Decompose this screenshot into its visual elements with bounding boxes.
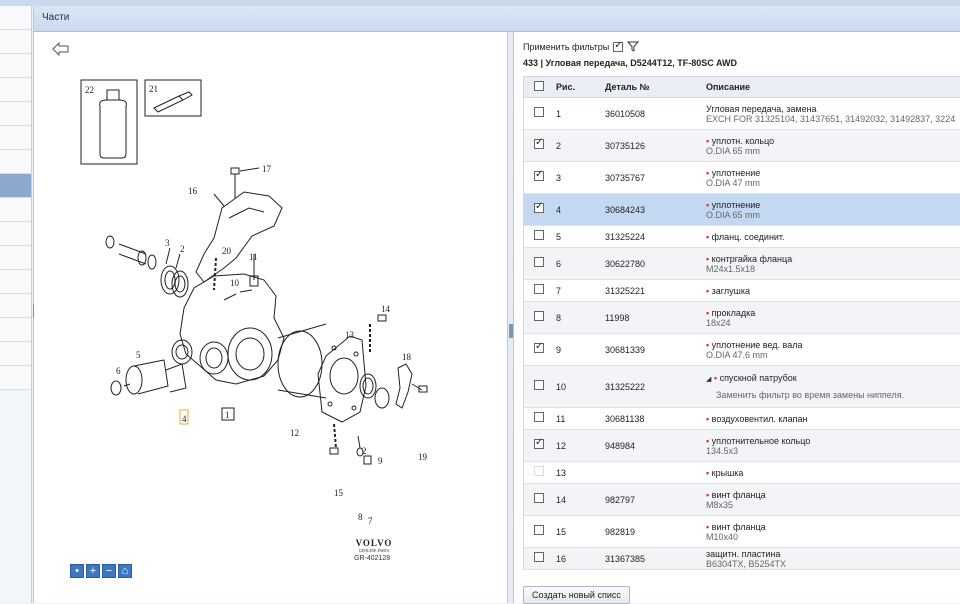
bottle [100, 100, 127, 158]
bullet-icon: • [706, 435, 712, 446]
table-row[interactable] [524, 408, 960, 430]
callout-6: 6 [116, 366, 121, 376]
row-checkbox[interactable] [534, 171, 544, 181]
nav-item[interactable] [0, 54, 31, 78]
row-description [706, 414, 960, 424]
callout-13: 13 [345, 330, 354, 340]
bullet-icon: • [706, 339, 712, 350]
description-subtext: O.DIA 65 mm [706, 209, 761, 220]
row-fig: 9 [556, 344, 562, 355]
description-text: фланц. соединит. [711, 231, 785, 242]
description-subtext: B6304TX, B5254TX [706, 558, 787, 569]
bullet-icon: • [706, 307, 712, 318]
nav-item[interactable] [0, 270, 31, 294]
nav-item[interactable] [0, 366, 31, 390]
description-text: уплотнение [711, 167, 761, 178]
row-part-number: 31367385 [605, 553, 646, 564]
row-checkbox[interactable] [534, 412, 544, 422]
filter-funnel-icon[interactable] [627, 41, 639, 52]
callout-18: 18 [402, 352, 411, 362]
zoom-in-button[interactable]: + [86, 564, 100, 578]
row-checkbox[interactable] [534, 525, 544, 535]
table-row[interactable] [524, 548, 960, 570]
bullet-icon: • [706, 253, 712, 264]
nav-item-active[interactable] [0, 174, 31, 198]
row-fig: 3 [556, 172, 562, 183]
callout-2b: 2 [362, 446, 367, 456]
row-checkbox[interactable] [534, 493, 544, 503]
row-fig: 2 [556, 140, 562, 151]
row-description [706, 436, 960, 456]
exploded-diagram [64, 68, 444, 528]
row-fig: 16 [556, 553, 567, 564]
row-part-number: 948984 [605, 440, 636, 451]
description-text: уплотн. кольцо [711, 135, 775, 146]
description-subtext: M24x1.5x18 [706, 263, 756, 274]
table-row[interactable] [524, 162, 960, 194]
row-description [706, 340, 960, 360]
callout-5: 5 [136, 350, 141, 360]
description-text: уплотнение [711, 199, 761, 210]
bottle-cap [107, 90, 119, 100]
nav-item[interactable] [0, 222, 31, 246]
row-part-number: 31325224 [605, 231, 646, 242]
callout-8: 8 [358, 512, 363, 522]
row-fig: 10 [556, 381, 567, 392]
row-description [706, 136, 960, 156]
row-fig: 5 [556, 231, 562, 242]
callout-21: 21 [149, 84, 158, 94]
figure-number: GR-402128 [354, 555, 391, 562]
splitter-grip[interactable] [509, 324, 513, 338]
nav-item[interactable] [0, 30, 31, 54]
row-checkbox[interactable] [534, 107, 544, 117]
callout-20: 20 [222, 246, 231, 256]
callout-3: 3 [165, 238, 170, 248]
row-fig: 13 [556, 467, 567, 478]
table-row[interactable] [524, 430, 960, 462]
callout-22: 22 [85, 85, 94, 95]
bullet-icon: • [706, 199, 712, 210]
table-row[interactable] [524, 302, 960, 334]
description-text: воздуховентил. клапан [711, 413, 808, 424]
filter-label: Применить фильтры [523, 41, 610, 52]
row-part-number: 30684243 [605, 204, 646, 215]
table-header [524, 76, 960, 98]
assembly-title: 433 | Угловая передача, D5244T12, TF-80SC AWD [523, 58, 737, 68]
window-title: Части [34, 6, 960, 32]
table-row[interactable] [524, 484, 960, 516]
description-text: уплотнительное кольцо [711, 435, 811, 446]
callout-16: 16 [188, 186, 197, 196]
row-description [706, 232, 960, 242]
nav-item[interactable] [0, 198, 31, 222]
row-checkbox[interactable] [534, 552, 544, 562]
row-fig: 8 [556, 312, 562, 323]
description-text: прокладка [711, 307, 756, 318]
row-checkbox[interactable] [534, 380, 544, 390]
description-text: крышка [711, 467, 744, 478]
row-fig: 12 [556, 440, 567, 451]
description-subtext: O.DIA 47 mm [706, 177, 761, 188]
filter-checkbox[interactable] [613, 42, 623, 52]
bullet-icon: • [706, 135, 712, 146]
callout-17: 17 [262, 164, 271, 174]
row-description [706, 168, 960, 188]
header-fig[interactable]: Рис. [556, 82, 576, 92]
row-checkbox[interactable] [534, 139, 544, 149]
callout-7: 7 [368, 516, 373, 526]
row-fig: 1 [556, 108, 562, 119]
zoom-out-button[interactable]: − [102, 564, 116, 578]
row-part-number: 30735767 [605, 172, 646, 183]
description-text: контргайка фланца [711, 253, 793, 264]
bullet-icon: • [706, 521, 712, 532]
description-text: спускной патрубок [719, 373, 797, 383]
callout-19: 19 [418, 452, 427, 462]
zoom-toolbar [70, 564, 132, 580]
callout-4: 4 [182, 414, 187, 424]
description-subtext: O.DIA 47.6 mm [706, 349, 768, 360]
description-subtext: O.DIA 65 mm [706, 145, 761, 156]
table-row[interactable] [524, 280, 960, 302]
row-part-number: 30681339 [605, 344, 646, 355]
table-row[interactable] [524, 366, 960, 408]
description-text: заглушка [711, 285, 750, 296]
diagram-pane [34, 32, 508, 603]
table-row[interactable] [524, 194, 960, 226]
row-checkbox[interactable] [534, 284, 544, 294]
logo-text: VOLVO [355, 538, 393, 548]
callout-10: 10 [230, 278, 239, 288]
header-desc[interactable]: Описание [706, 82, 751, 92]
nav-item[interactable] [0, 342, 31, 366]
description-subtext: M8x35 [706, 499, 734, 510]
row-description [706, 200, 960, 220]
row-description [706, 254, 960, 274]
nav-item[interactable] [0, 126, 31, 150]
row-description [706, 104, 960, 124]
row-checkbox[interactable] [534, 343, 544, 353]
row-part-number: 11998 [605, 312, 630, 323]
select-all-checkbox[interactable] [534, 81, 544, 91]
description-text: уплотнение вед. вала [711, 339, 803, 350]
table-row[interactable] [524, 462, 960, 484]
row-checkbox[interactable] [534, 311, 544, 321]
header-part[interactable]: Деталь № [605, 82, 650, 92]
left-navigation [0, 6, 32, 603]
row-description [706, 522, 960, 542]
bullet-icon: • [713, 373, 720, 383]
cover [318, 336, 366, 422]
logo-subtext: GENUINE PARTS [358, 548, 390, 553]
callout-12: 12 [290, 428, 299, 438]
row-fig: 11 [556, 413, 566, 424]
volvo-logo [353, 538, 395, 553]
row-checkbox[interactable] [534, 230, 544, 240]
table-row[interactable] [524, 334, 960, 366]
back-arrow-icon[interactable] [52, 42, 70, 56]
row-fig: 15 [556, 526, 567, 537]
nav-item[interactable] [0, 150, 31, 174]
fit-button[interactable]: • [70, 564, 84, 578]
row-part-number: 31325222 [605, 381, 646, 392]
row-checkbox[interactable] [534, 439, 544, 449]
bullet-icon: • [706, 167, 712, 178]
row-checkbox[interactable] [534, 257, 544, 267]
table-row[interactable] [524, 130, 960, 162]
description-text: защитн. пластина [706, 548, 781, 559]
nav-item[interactable] [0, 246, 31, 270]
row-part-number: 982819 [605, 526, 636, 537]
row-fig: 4 [556, 204, 562, 215]
bullet-icon: • [706, 467, 712, 478]
expand-triangle-icon[interactable]: ◢ [706, 376, 712, 383]
table-row[interactable] [524, 248, 960, 280]
row-description [706, 490, 960, 510]
nav-item[interactable] [0, 78, 31, 102]
row-description [706, 373, 960, 400]
row-checkbox [534, 466, 544, 476]
row-description [706, 549, 960, 569]
bullet-icon: • [706, 285, 712, 296]
table-row[interactable] [524, 226, 960, 248]
nav-item[interactable] [0, 318, 31, 342]
description-subtext: 18x24 [706, 317, 731, 328]
table-row[interactable] [524, 516, 960, 548]
filter-row [523, 41, 639, 52]
row-fig: 14 [556, 494, 567, 505]
row-part-number: 31325221 [605, 285, 646, 296]
row-description [706, 286, 960, 296]
nav-item[interactable] [0, 102, 31, 126]
tube [154, 92, 192, 112]
description-text: винт фланца [711, 521, 766, 532]
row-fig: 7 [556, 285, 562, 296]
bullet-icon: • [706, 231, 712, 242]
callout-11: 11 [249, 252, 258, 262]
description-note: Заменить фильтр во время замены ниппеля. [716, 390, 905, 400]
row-part-number: 30681138 [605, 413, 645, 424]
description-subtext: 134.5x3 [706, 445, 739, 456]
row-description [706, 308, 960, 328]
callout-9: 9 [378, 456, 383, 466]
heat-shield [196, 192, 282, 282]
parts-pane [515, 32, 960, 603]
row-checkbox[interactable] [534, 203, 544, 213]
row-description [706, 468, 960, 478]
callout-15: 15 [334, 488, 343, 498]
row-part-number: 30622780 [605, 258, 646, 269]
nav-item[interactable] [0, 6, 31, 30]
parts-table [523, 76, 960, 570]
callout-2: 2 [180, 244, 185, 254]
table-row[interactable] [524, 98, 960, 130]
create-list-button[interactable]: Создать новый списс [523, 586, 630, 604]
row-part-number: 982797 [605, 494, 636, 505]
parts-window [33, 6, 960, 603]
bullet-icon: • [706, 413, 712, 424]
description-subtext: M10x40 [706, 531, 739, 542]
nav-item[interactable] [0, 294, 31, 318]
callout-1: 1 [225, 410, 230, 420]
pane-splitter[interactable] [508, 32, 514, 603]
description-text: Угловая передача, замена [706, 103, 817, 114]
home-button[interactable]: ⌂ [118, 564, 132, 578]
description-text: винт фланца [711, 489, 766, 500]
row-fig: 6 [556, 258, 562, 269]
row-part-number: 30735126 [605, 140, 646, 151]
description-subtext: EXCH FOR 31325104, 31437651, 31492032, 31492837, 3224 [706, 113, 956, 124]
row-part-number: 36010508 [605, 108, 646, 119]
bullet-icon: • [706, 489, 712, 500]
callout-14: 14 [381, 304, 390, 314]
